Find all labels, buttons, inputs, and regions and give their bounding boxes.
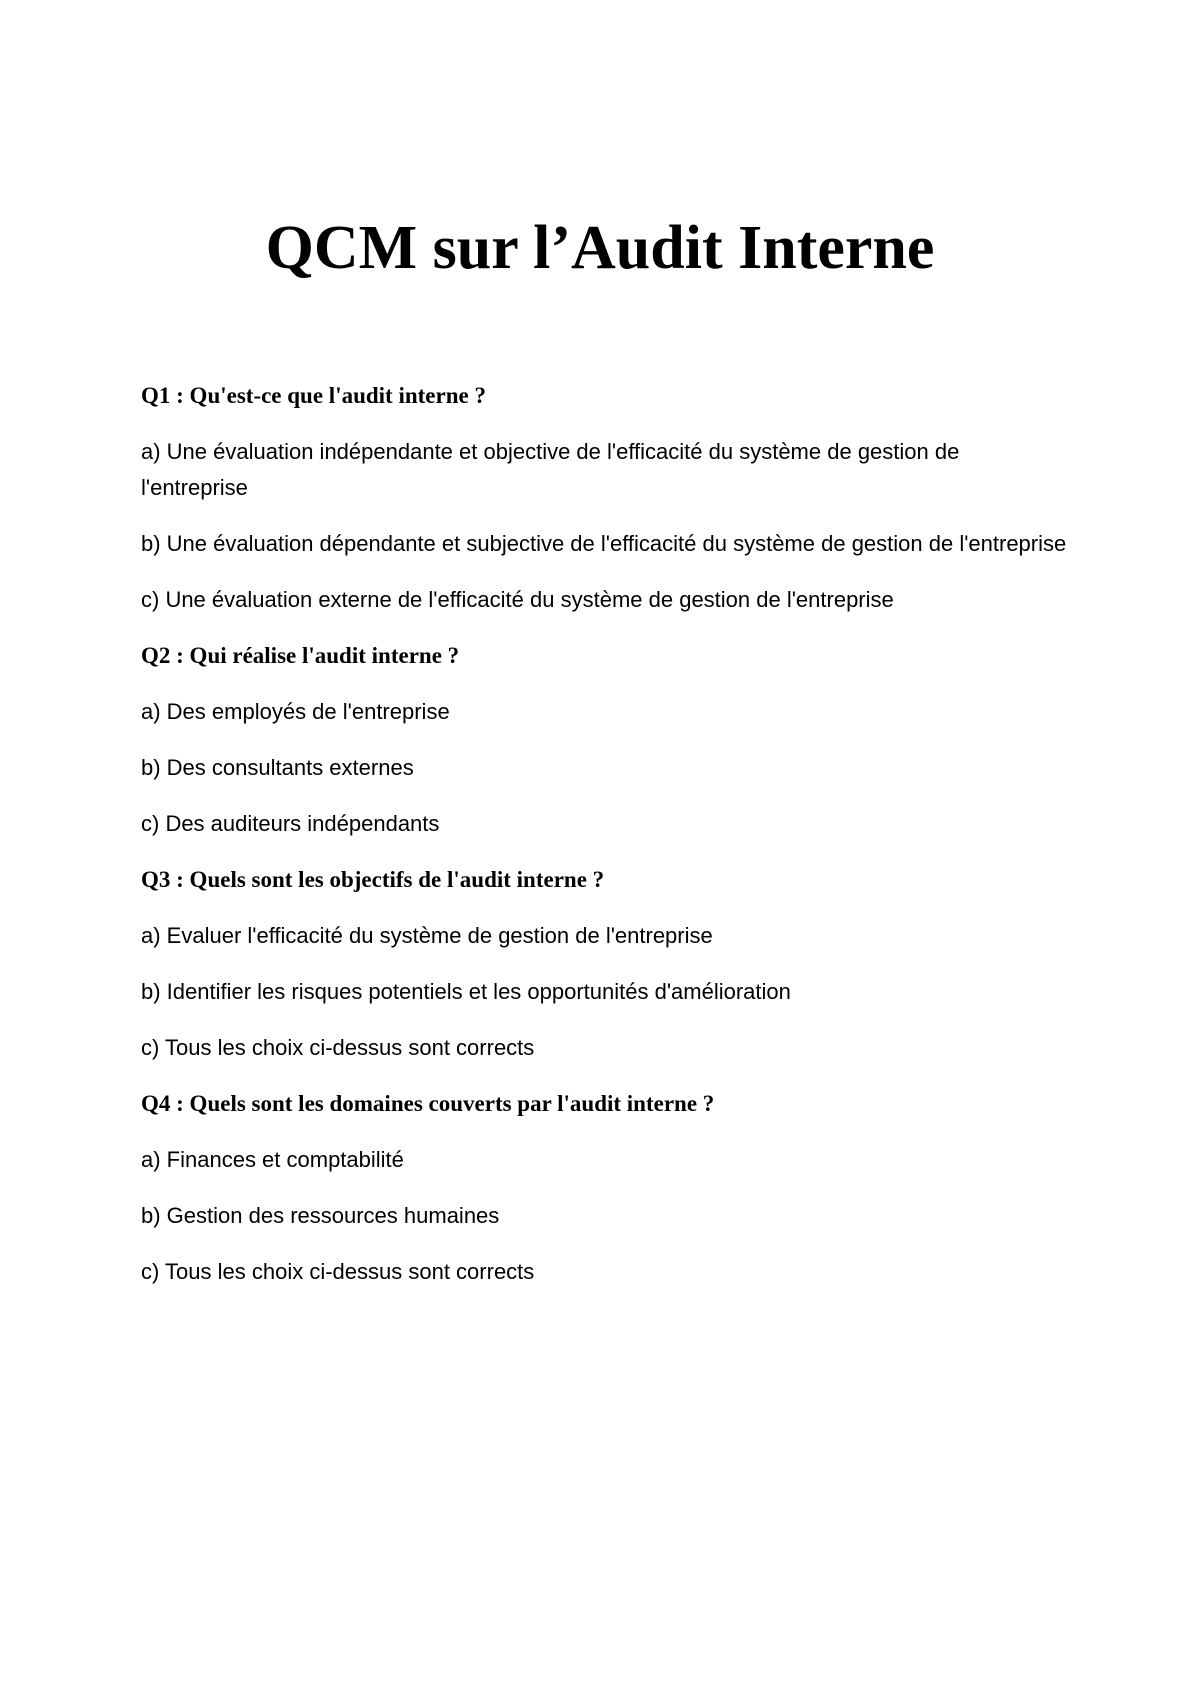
question-3-answer-b: b) Identifier les risques potentiels et les opportunités d'amélioration <box>141 979 791 1004</box>
question-2: Q2 : Qui réalise l'audit interne ? <box>141 643 460 668</box>
question-2-answer-b: b) Des consultants externes <box>141 755 414 780</box>
question-3: Q3 : Quels sont les objectifs de l'audit interne ? <box>141 867 605 892</box>
question-3-answer-a: a) Evaluer l'efficacité du système de gestion de l'entreprise <box>141 923 713 948</box>
question-1-answer-c: c) Une évaluation externe de l'efficacité du système de gestion de l'entreprise <box>141 587 894 612</box>
question-3-answer-c: c) Tous les choix ci-dessus sont corrects <box>141 1035 535 1060</box>
document-title: QCM sur l’Audit Interne <box>265 214 935 282</box>
question-4-answer-c: c) Tous les choix ci-dessus sont corrects <box>141 1259 535 1284</box>
question-1-answer-a: a) Une évaluation indépendante et objective de l'efficacité du système de gestion de l'entreprise <box>141 439 960 500</box>
question-1-answer-b: b) Une évaluation dépendante et subjective de l'efficacité du système de gestion de l'entreprise <box>141 531 1067 556</box>
question-4-answer-a: a) Finances et comptabilité <box>141 1147 404 1172</box>
question-block-4 <box>141 1086 1071 1290</box>
question-2-answer-c: c) Des auditeurs indépendants <box>141 811 440 836</box>
question-2-answer-a: a) Des employés de l'entreprise <box>141 699 450 724</box>
question-block-2 <box>141 638 1071 842</box>
question-4: Q4 : Quels sont les domaines couverts par l'audit interne ? <box>141 1091 715 1116</box>
quiz-content <box>141 378 1071 1310</box>
question-block-1 <box>141 378 1071 618</box>
question-block-3 <box>141 862 1071 1066</box>
question-4-answer-b: b) Gestion des ressources humaines <box>141 1203 500 1228</box>
question-1: Q1 : Qu'est-ce que l'audit interne ? <box>141 383 486 408</box>
